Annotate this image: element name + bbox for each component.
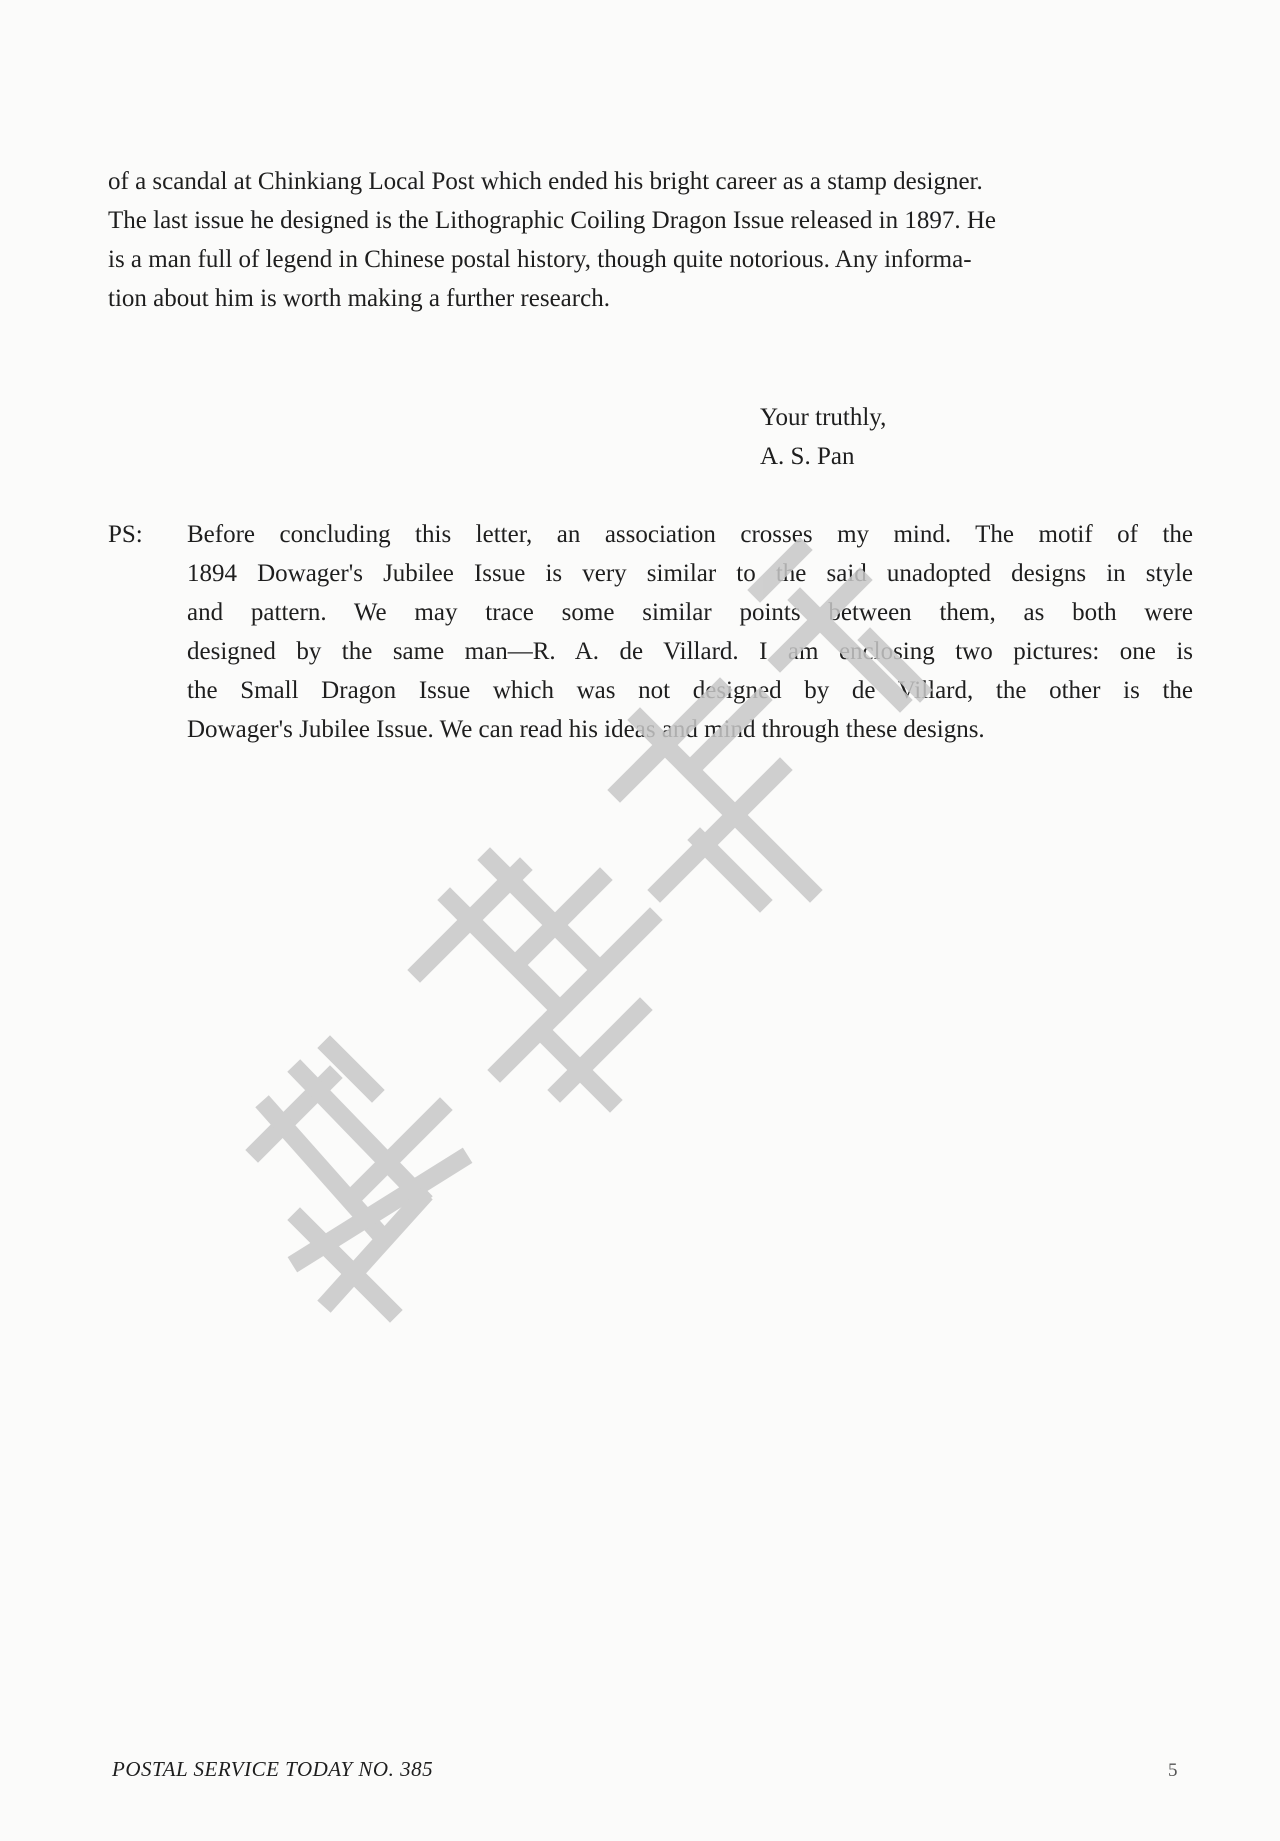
signature-name: A. S. Pan	[760, 443, 855, 470]
ps-line: Dowager's Jubilee Issue. We can read his ideas and mind through these designs.	[187, 716, 985, 743]
ps-line: the Small Dragon Issue which was not designed by de Villard, the other is the	[187, 677, 1193, 704]
body-line: The last issue he designed is the Lithographic Coiling Dragon Issue released in 1897. He	[108, 207, 996, 234]
body-paragraph	[108, 162, 1193, 318]
ps-line: designed by the same man—R. A. de Villard. I am enclosing two pictures: one is	[187, 638, 1193, 665]
body-line: is a man full of legend in Chinese postal history, though quite notorious. Any informa-	[108, 246, 972, 273]
body-line: of a scandal at Chinkiang Local Post which ended his bright career as a stamp designer.	[108, 168, 983, 195]
letter-signature	[760, 398, 886, 476]
ps-line: 1894 Dowager's Jubilee Issue is very similar to the said unadopted designs in style	[187, 560, 1193, 587]
ps-label: PS:	[108, 521, 143, 548]
ps-paragraph	[187, 515, 1193, 749]
footer-publication: POSTAL SERVICE TODAY NO. 385	[112, 1757, 434, 1781]
footer-page-number: 5	[1168, 1760, 1178, 1781]
ps-line: Before concluding this letter, an association crosses my mind. The motif of the	[187, 521, 1193, 548]
body-line: tion about him is worth making a further research.	[108, 285, 610, 312]
signature-closing: Your truthly,	[760, 404, 887, 431]
ps-line: and pattern. We may trace some similar points between them, as both were	[187, 599, 1193, 626]
